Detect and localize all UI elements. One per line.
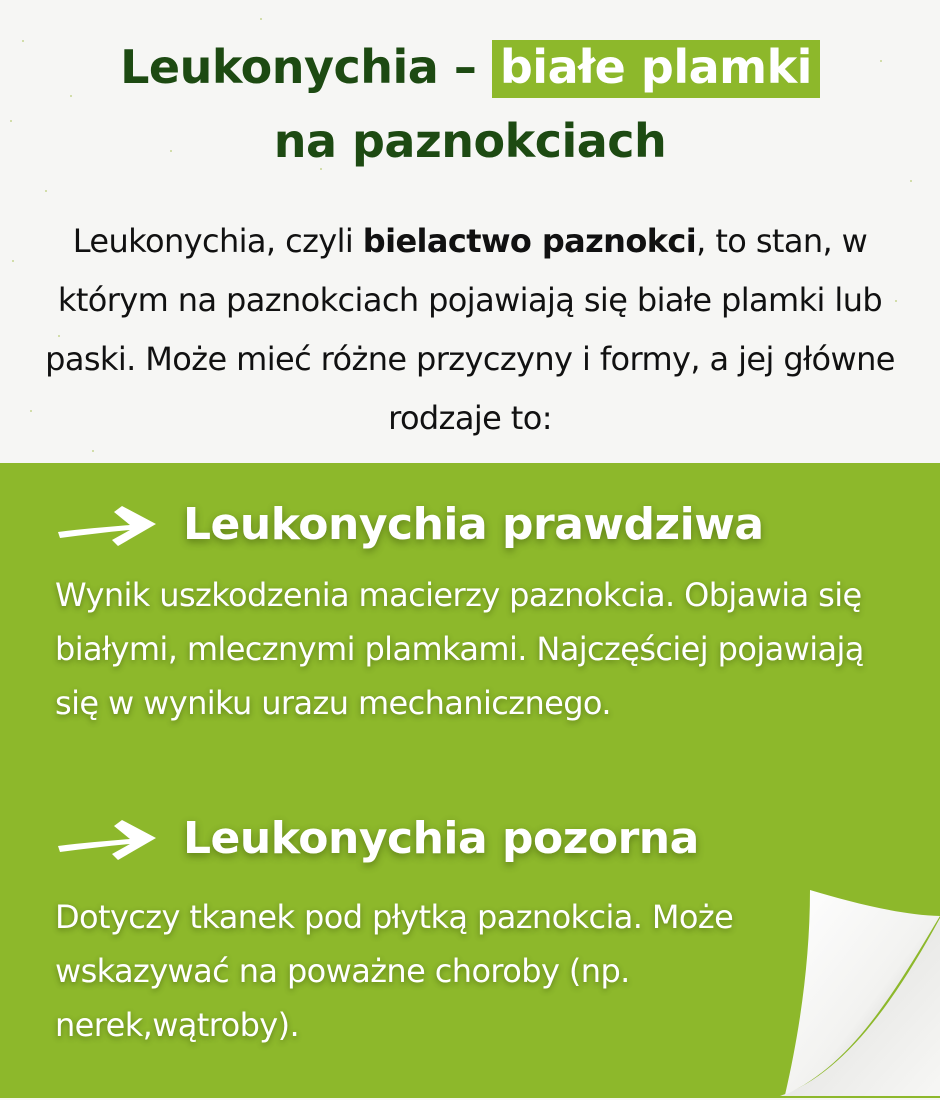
section-title: Leukonychia pozorna: [183, 812, 699, 864]
title-line2: na paznokciach: [273, 114, 667, 168]
section-heading-true: [0, 489, 940, 559]
section-body: Dotyczy tkanek pod płytką paznokcia. Może wskazywać na poważne choroby (np. nerek,wątroby).: [55, 898, 734, 1044]
section-body: Wynik uszkodzenia macierzy paznokcia. Objawia się białymi, mlecznymi plamkami. Najczęściej pojawiają się w wyniku urazu mechanicznego.: [55, 576, 864, 722]
section-title: Leukonychia prawdziwa: [183, 498, 764, 550]
section-heading-apparent: [0, 803, 940, 873]
intro-text-before: Leukonychia, czyli: [72, 222, 363, 260]
arrow-right-icon: [52, 812, 160, 864]
arrow-right-icon: [52, 498, 160, 550]
types-panel: [0, 463, 940, 1098]
title-highlight: białe plamki: [492, 40, 820, 98]
page-title: [0, 30, 940, 178]
intro-paragraph: [40, 212, 900, 448]
page-curl-decoration: [780, 890, 940, 1096]
intro-text-after: , to stan, w którym na paznokciach pojawiają się białe plamki lub paski. Może mieć różne przyczyny i formy, a jej główne rodzaje to:: [45, 222, 895, 437]
title-part1: Leukonychia –: [120, 40, 477, 94]
intro-bold-term: bielactwo paznokci: [362, 222, 697, 260]
